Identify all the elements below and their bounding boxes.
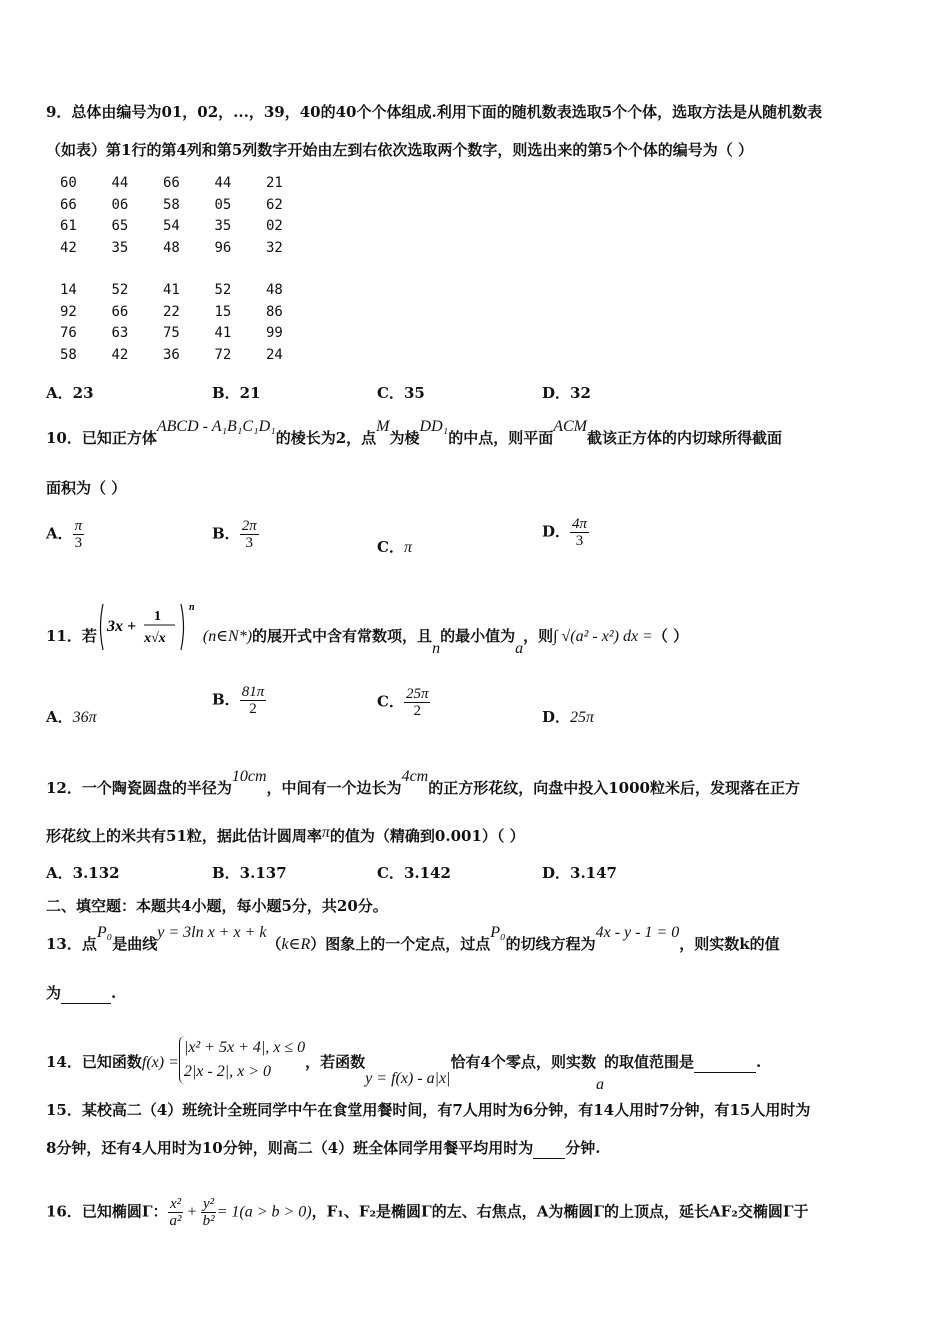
tangent-equation: 4x - y - 1 = 0 [595, 924, 680, 941]
q11-option-c[interactable]: C． $\frac{25\pi}{2}$ [377, 686, 429, 719]
q14-line1: 14．已知函数f(x) = |x² + 5x + 4|, x ≤ 0 2|x - 2|, x > 0 ，若函数y = f(x) - a|x|恰有4个零点，则实数a的取值范围是 . [46, 1042, 761, 1084]
table-row: 61 65 54 35 02 [60, 218, 283, 234]
table-row: 42 35 48 96 32 [60, 239, 283, 256]
q11-option-b[interactable]: B． $\frac{81\pi}{2}$ [212, 684, 265, 717]
q9-option-a[interactable]: A．23 [46, 384, 94, 402]
table-row: 14 52 41 52 48 [60, 282, 283, 298]
q10-line1: 10．已知正方体ABCD - A₁B₁C₁D₁的棱长为2，点M为棱DD₁的中点，则平面ACM截该正方体的内切球所得截面 [46, 418, 782, 447]
answer-blank[interactable] [694, 1052, 756, 1073]
q10-option-c[interactable]: C．π [377, 538, 412, 556]
q16-line1: 16．已知椭圆Γ： $\frac{\text{x²}}{\text{a²}}$ + $\frac{\text{y²}}{\text{b²}}$ = 1(a > b > 0)，F₁、F₂是椭圆Γ的左、右焦点，A为椭圆Γ的上顶点，延长AF₂交椭圆Γ于 [46, 1196, 809, 1229]
answer-blank[interactable] [61, 983, 111, 1004]
q10-option-d[interactable]: D． $\frac{4\pi}{3}$ [542, 516, 588, 549]
table-row: 60 44 66 44 21 [60, 175, 283, 191]
cube-name: ABCD - A₁B₁C₁D₁ [156, 418, 276, 435]
g-function: y = f(x) - a|x| [365, 1070, 451, 1087]
q10-option-b[interactable]: B． $\frac{2\pi}{3}$ [212, 518, 257, 551]
expr-power-n: n [188, 602, 195, 613]
q15-line1: 15．某校高二（4）班统计全班同学中午在食堂用餐时间，有7人用时为6分钟，有14人用时7分钟，有15人用时为 [46, 1101, 811, 1119]
expr-3x: 3x + [106, 618, 136, 635]
q11-option-a[interactable]: A．36π [46, 708, 97, 726]
expr-den: x√x [143, 631, 166, 646]
q12-option-a[interactable]: A．3.132 [46, 864, 120, 882]
expr-one: 1 [153, 609, 161, 624]
q9-option-b[interactable]: B．21 [212, 384, 261, 402]
q13-line2: 为 . [46, 984, 117, 1002]
q12-option-d[interactable]: D．3.147 [542, 864, 617, 882]
section-heading: 二、填空题：本题共4小题，每小题5分，共20分。 [46, 897, 388, 915]
q9-option-c[interactable]: C．35 [377, 384, 425, 402]
q10-option-a[interactable]: A． $\frac{\pi}{3}$ [46, 518, 83, 551]
q9-line1: 9．总体由编号为01，02，...，39，40的40个个体组成.利用下面的随机数表选取5个个体，选取方法是从随机数表 [46, 103, 823, 121]
q10-line2: 面积为（ ） [46, 479, 127, 497]
q11-line1: 11．若 3x + 1 x√x n (n∈N*)的展开式中含有常数项，且n的最小值为a，则∫ √(a² - x²) dx =（ ） [46, 602, 689, 657]
q15-line2: 8分钟，还有4人用时为10分钟，则高二（4）班全体同学用餐平均用时为 分钟. [46, 1139, 601, 1157]
ellipse-x-term: $\frac{\text{x²}}{\text{a²}}$ [169, 1196, 182, 1229]
q9-line2: （如表）第1行的第4列和第5列数字开始由左到右依次选取两个数字，则选出来的第5个个体的编号为（ ） [46, 141, 753, 159]
integral-expression: ∫ √(a² - x²) dx = [553, 628, 653, 645]
curve-equation: y = 3ln x + x + k [157, 924, 267, 941]
q11-option-d[interactable]: D．25π [542, 708, 595, 726]
table-row: 92 66 22 15 86 [60, 303, 283, 320]
table-row: 76 63 75 41 99 [60, 325, 283, 341]
random-number-table [60, 173, 318, 366]
answer-blank[interactable] [533, 1138, 565, 1159]
piecewise-cases: |x² + 5x + 4|, x ≤ 0 2|x - 2|, x > 0 [179, 1036, 305, 1084]
q13-line1: 13．点P₀是曲线y = 3ln x + x + k（k∈R）图象上的一个定点，过点P₀的切线方程为4x - y - 1 = 0，则实数k的值 [46, 924, 780, 953]
table-row: 66 06 58 05 62 [60, 196, 283, 213]
ellipse-y-term: $\frac{\text{y²}}{\text{b²}}$ [202, 1196, 215, 1229]
q12-option-b[interactable]: B．3.137 [212, 864, 287, 882]
q12-line1: 12．一个陶瓷圆盘的半径为10cm，中间有一个边长为4cm的正方形花纹，向盘中投入1000粒米后，发现落在正方 [46, 768, 800, 797]
binomial-expression [97, 600, 203, 654]
q9-option-d[interactable]: D．32 [542, 384, 591, 402]
q12-option-c[interactable]: C．3.142 [377, 864, 451, 882]
table-row: 58 42 36 72 24 [60, 346, 283, 363]
q12-line2: 形花纹上的米共有51粒，据此估计圆周率π的值为（精确到0.001）（ ） [46, 824, 525, 845]
